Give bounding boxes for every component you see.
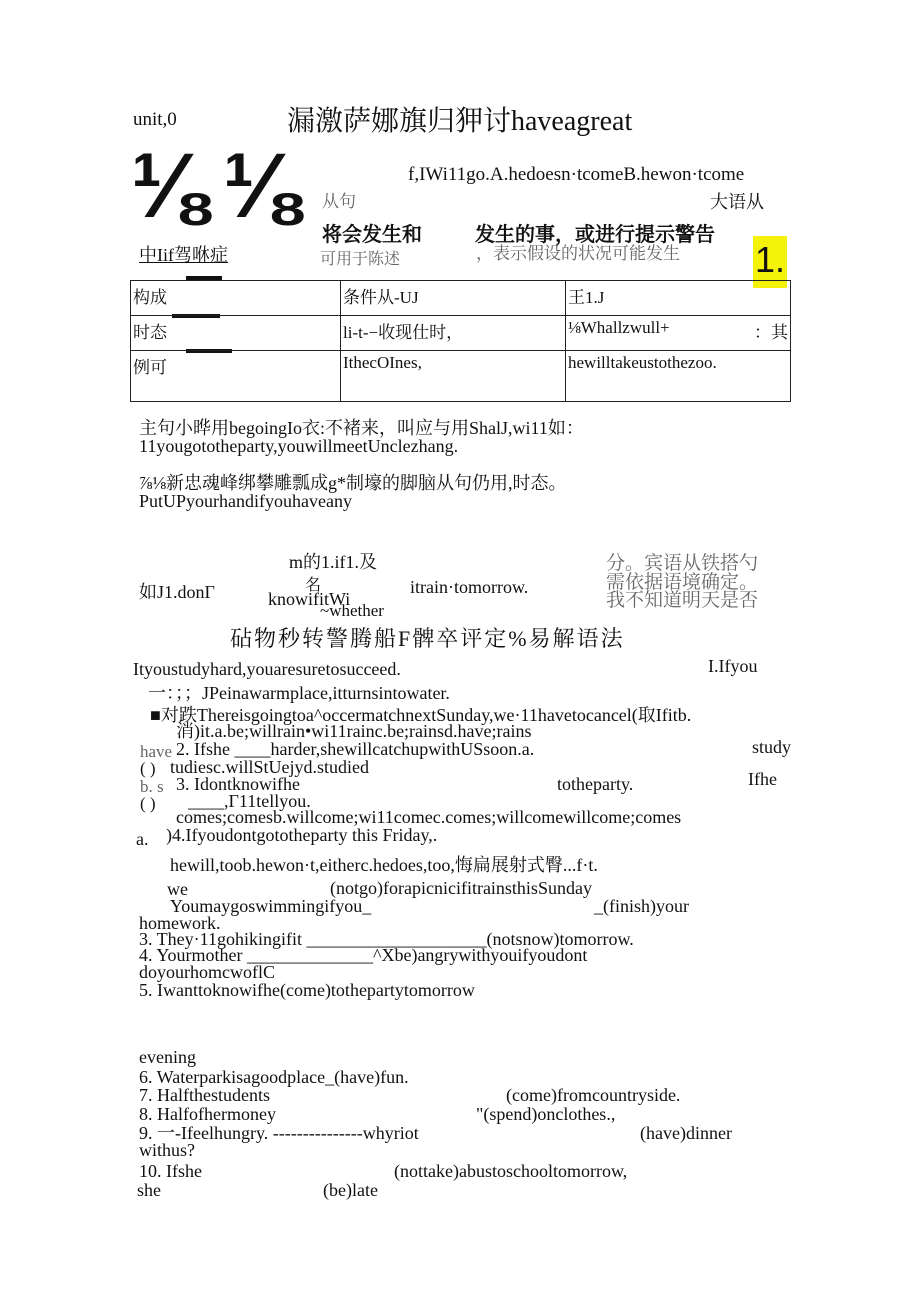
table-row: [131, 351, 791, 402]
fill-line: 9. 一-Ifeelhungry. ---------------whyriot: [139, 1123, 419, 1143]
rain-text: itrain·tomorrow.: [410, 577, 529, 597]
sentence: I.Ifyou: [708, 656, 758, 676]
table-cell: 时态: [131, 316, 341, 351]
fill-line: 3. They·11gohikingifit ____________________(notsnow)tomorrow.: [139, 929, 634, 949]
gray-right: 我不知道明天是否: [606, 590, 759, 611]
big-one: 1.: [753, 236, 787, 288]
fill-line: "(spend)onclothes.,: [476, 1104, 616, 1124]
fill-line: evening: [139, 1047, 196, 1067]
side-mark: have: [140, 742, 173, 761]
table-cell: [566, 316, 791, 351]
whether-text: ~whether: [320, 601, 384, 620]
fill-line: 10. Ifshe: [139, 1161, 202, 1181]
sentence: tudiesc.willStUejyd.studied: [170, 757, 369, 777]
gray-right: 分。宾语从铁搭勺: [606, 553, 759, 574]
note-line: ⅞⅛新忠魂峰绑攀雕瓢成g*制壕的脚脑从句仍用,时态。: [139, 473, 567, 493]
fill-line: (be)late: [323, 1180, 378, 1200]
m-label: m的1.if1.及: [289, 552, 377, 572]
fill-line: 8. Halfofhermoney: [139, 1104, 276, 1124]
bold-right: 发生的事，或进行提示警告: [475, 224, 715, 246]
note-line: PutUPyourhandifyouhaveany: [139, 491, 352, 511]
sentence: ____,Γ11tellyou.: [188, 791, 311, 811]
sentence: Ifhe: [748, 769, 777, 789]
table-cell: li-t-−收现仕时，: [341, 316, 566, 351]
cell-text: ⅛Whallzwull+: [568, 318, 670, 337]
know-text: knowifitWi: [268, 589, 351, 609]
big-fraction-1: ⅛: [130, 135, 207, 237]
sentence: Ityoustudyhard,youaresuretosucceed.: [133, 659, 401, 679]
table-cell: 例可: [131, 351, 341, 402]
fill-line: (have)dinner: [640, 1123, 732, 1143]
table-cell: hewilltakeustothezoo.: [566, 351, 791, 402]
gray-text-1: 从句: [322, 192, 356, 211]
grammar-table: [130, 280, 791, 402]
big-fraction-2: ⅛: [222, 135, 299, 237]
sentence: comes;comesb.willcome;wi11comec.comes;willcomewillcome;comes: [176, 807, 682, 827]
sentence: study: [752, 737, 792, 757]
fill-line: doyourhomcwoflC: [139, 962, 275, 982]
header-line: f,IWi11go.A.hedoesn·tcomeB.hewon·tcome: [408, 164, 745, 185]
side-mark: ( ): [140, 794, 156, 813]
fill-line: homework.: [139, 913, 221, 933]
fill-line: 7. Halfthestudents: [139, 1085, 270, 1105]
sentence: ■对跌Thereisgoingtoa^occermatchnextSunday,we·11havetocancel(取Ifitb.: [150, 705, 692, 725]
sentence: totheparty.: [557, 774, 634, 794]
side-note: 大语从: [710, 192, 764, 212]
gray-text-3: ，表示假设的状况可能发生: [476, 244, 680, 263]
fill-line: (come)fromcountryside.: [506, 1085, 681, 1105]
fill-line: withus?: [139, 1140, 195, 1160]
sentence: 消)it.a.be;willrain•wi11rainc.be;rainsd.have;rains: [176, 721, 532, 741]
note-line: 11yougototheparty,youwillmeetUnclezhang.: [139, 436, 459, 456]
fill-line: (notgo)forapicnicifitrainsthisSunday: [330, 878, 592, 898]
table-cell: 构成: [131, 281, 341, 316]
cell-mark: ：其: [754, 323, 788, 342]
sentence: a.: [136, 829, 149, 849]
gray-text-2: 可用于陈述: [320, 251, 401, 268]
bold-left: 将会发生和: [322, 224, 422, 246]
note-line: 主句小晔用begoingIo衣:不褚来，叫应与用ShalJ,wi11如：: [139, 418, 584, 438]
fill-line: (nottake)abustoschooltomorrow,: [394, 1161, 628, 1181]
sentence: 一：；；JPeinawarmplace,itturnsintowater.: [148, 683, 450, 703]
fill-line: Youmaygoswimmingifyou_: [170, 896, 372, 916]
sentence: 2. Ifshe ____harder,shewillcatchupwithUSsoon.a.: [176, 739, 535, 759]
gray-right: 需依据语境确定。: [606, 572, 759, 593]
table-cell: 条件从-UJ: [341, 281, 566, 316]
fill-line: 5. Iwanttoknowifhe(come)tothepartytomorrow: [139, 980, 475, 1000]
section-title: 砧物秒转警腾船F髀卒评定%易解语法: [230, 626, 625, 651]
fill-line: _(finish)your: [594, 896, 689, 916]
page-title: 漏激萨娜旗归狎讨haveagreat: [287, 106, 633, 137]
sentence: )4.Ifyoudontgototheparty this Friday,.: [166, 825, 438, 845]
side-mark: ( ): [140, 759, 156, 778]
sentence: hewill,toob.hewon·t,eitherc.hedoes,too,悔扁展射式臀...f·t.: [170, 855, 598, 875]
table-cell: IthecOInes,: [341, 351, 566, 402]
fill-line: 4. Yourmother ______________^Xbe)angrywithyouifyoudont: [139, 945, 588, 965]
fill-line: she: [137, 1180, 161, 1200]
table-cell: [566, 281, 791, 316]
cell-text: 王1.J: [568, 288, 605, 307]
side-mark: b. s: [140, 777, 164, 796]
table-row: [131, 316, 791, 351]
ru-label: 如J1.donΓ: [139, 582, 215, 602]
fill-line: 6. Waterparkisagoodplace_(have)fun.: [139, 1067, 409, 1087]
fill-line: we: [167, 879, 188, 899]
unit-label: unit,0: [133, 109, 177, 130]
table-row: [131, 281, 791, 316]
m-label-2: 名: [305, 577, 322, 594]
left-note: 中Iif驾咻症: [139, 245, 228, 265]
sentence: 3. Idontknowifhe: [176, 774, 300, 794]
